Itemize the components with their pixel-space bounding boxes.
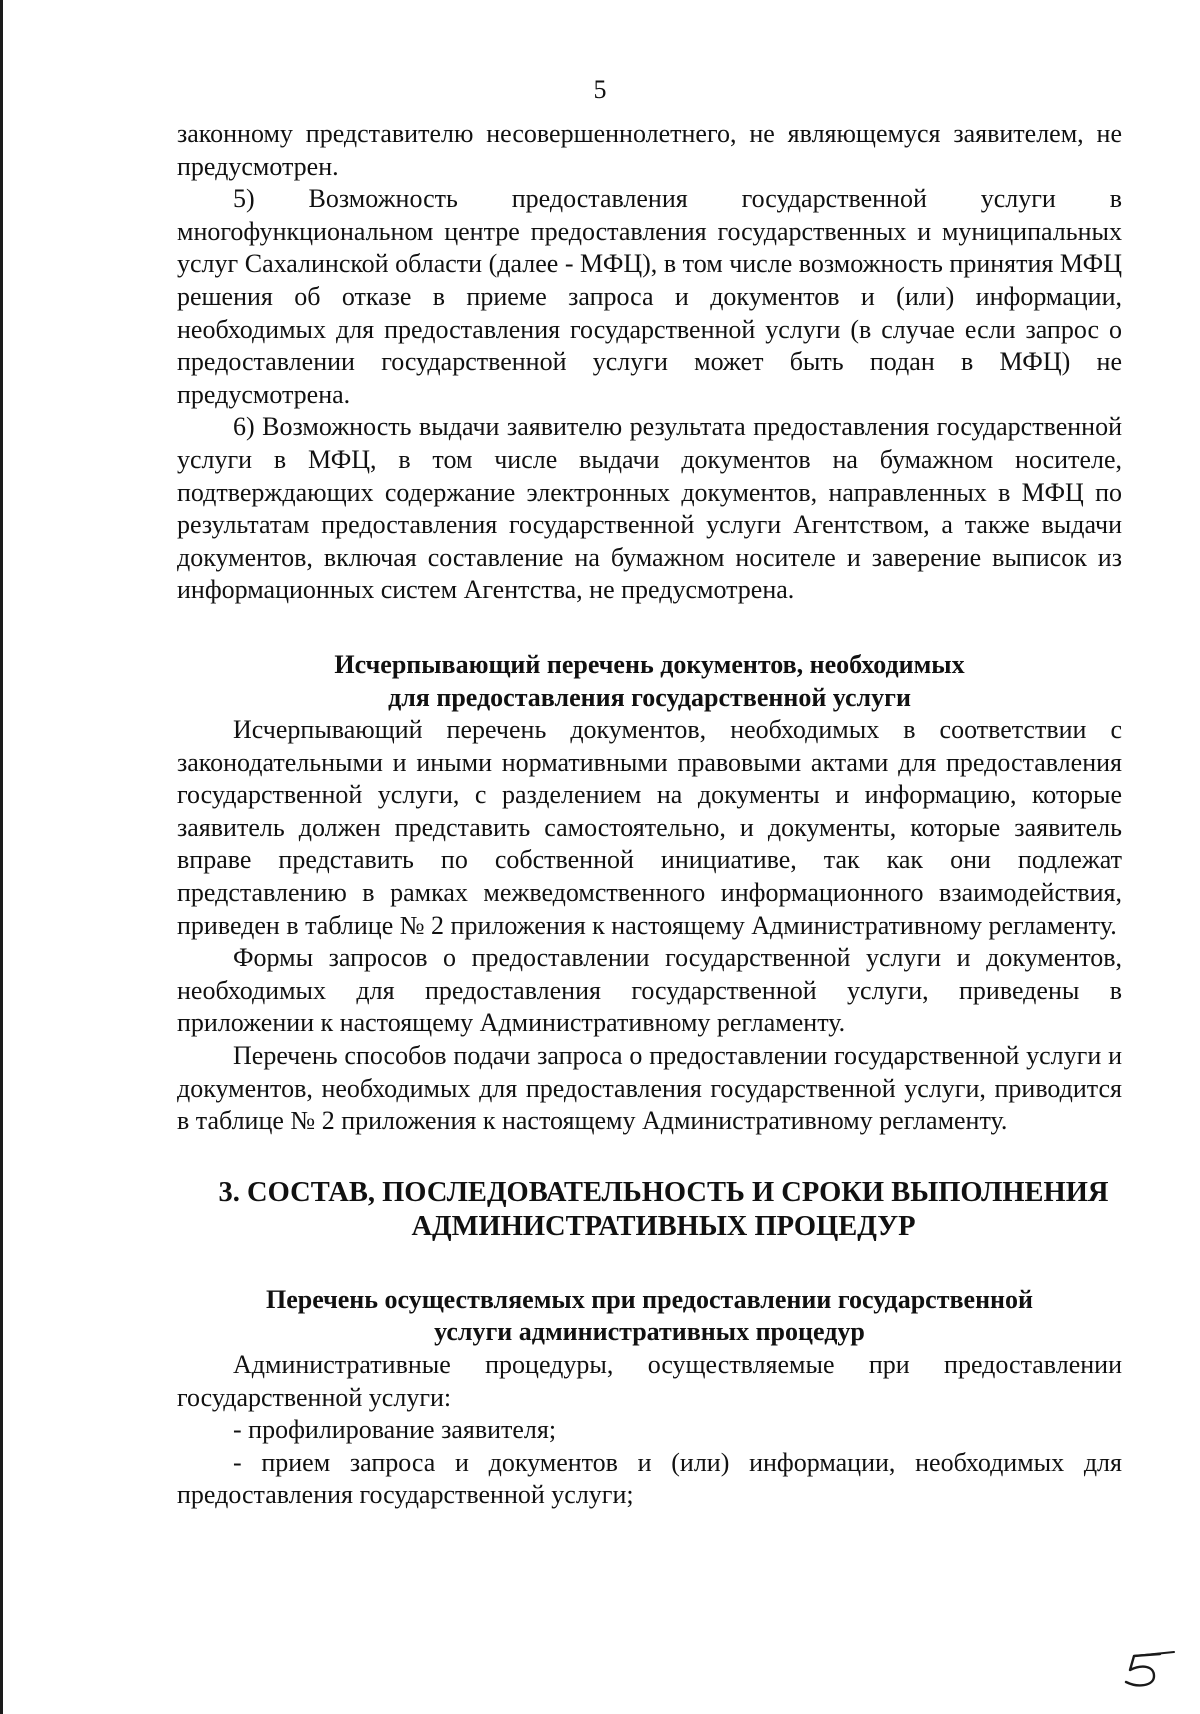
section-heading-documents (177, 649, 1122, 714)
paragraph-documents-list: Исчерпывающий перечень документов, необходимых в соответствии с законодательными и иными нормативными правовыми актами для предоставления государственной услуги, с разделением на документы и информацию, которые заявитель должен представить самостоятельно, и документы, которые заявитель вправе представить по собственной инициативе, так как они подлежат представлению в рамках межведомственного информационного взаимодействия, приведен в таблице № 2 приложения к настоящему Административному регламенту. (177, 715, 1122, 940)
list-item-profiling: - профилирование заявителя; (233, 1415, 557, 1445)
document-body (177, 118, 1122, 1512)
paragraph-request-forms: Формы запросов о предоставлении государственной услуги и документов, необходимых для предоставления государственной услуги, приведены в приложении к настоящему Административному регламенту. (177, 943, 1122, 1038)
section-heading-line-1: Исчерпывающий перечень документов, необходимых (334, 649, 965, 679)
handwritten-page-number (1120, 1648, 1180, 1690)
scan-edge (0, 0, 3, 1714)
paragraph-item-5: 5) Возможность предоставления государственной услуги в многофункциональном центре предоставления государственных и муниципальных услуг Сахалинской области (далее - МФЦ), в том числе возможность принятия МФЦ решения об отказе в приеме запроса и документов и (или) информации, необходимых для предоставления государственной услуги (в случае если запрос о предоставлении государственной услуги может быть подан в МФЦ) не предусмотрена. (177, 184, 1122, 409)
subsection-heading-procedures (177, 1284, 1122, 1349)
paragraph-item-6: 6) Возможность выдачи заявителю результата предоставления государственной услуги в МФЦ, в том числе выдачи документов на бумажном носителе, подтверждающих содержание электронных документов, направленных в МФЦ по результатам предоставления государственной услуги Агентством, а также выдачи документов, включая составление на бумажном носителе и заверение выписок из информационных систем Агентства, не предусмотрена. (177, 412, 1122, 605)
chapter-heading (177, 1176, 1122, 1244)
section-heading-line-2: для предоставления государственной услуги (388, 682, 911, 712)
paragraph-submission-methods: Перечень способов подачи запроса о предоставлении государственной услуги и документов, необходимых для предоставления государственной услуги, приводится в таблице № 2 приложения к настоящему Административному регламенту. (177, 1041, 1122, 1136)
list-item-request-intake: - прием запроса и документов и (или) информации, необходимых для предоставления государственной услуги; (177, 1447, 1122, 1510)
chapter-heading-line-1: 3. СОСТАВ, ПОСЛЕДОВАТЕЛЬНОСТЬ И СРОКИ ВЫПОЛНЕНИЯ (218, 1176, 1109, 1208)
chapter-heading-line-2: АДМИНИСТРАТИВНЫХ ПРОЦЕДУР (411, 1210, 916, 1242)
subsection-heading-line-1: Перечень осуществляемых при предоставлении государственной (265, 1284, 1034, 1314)
page-number: 5 (593, 75, 607, 104)
paragraph-continuation: законному представителю несовершеннолетнего, не являющемуся заявителем, не предусмотрен. (177, 119, 1122, 181)
subsection-heading-line-2: услуги административных процедур (434, 1317, 865, 1347)
paragraph-procedures-intro: Административные процедуры, осуществляемые при предоставлении государственной услуги: (177, 1350, 1122, 1412)
